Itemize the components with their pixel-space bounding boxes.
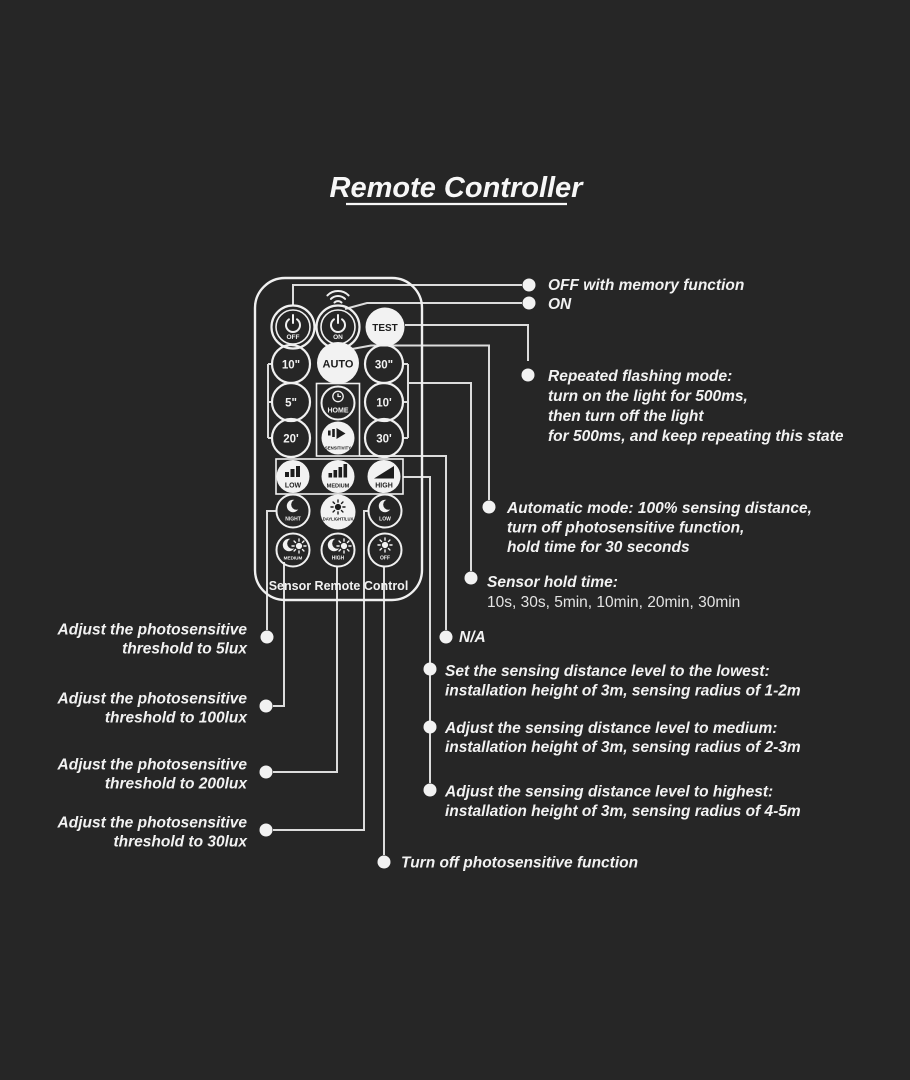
annotation-distance-high-line1: Adjust the sensing distance level to highest: <box>445 783 774 801</box>
clock-icon <box>333 391 343 401</box>
annotation-on: ON <box>548 296 572 313</box>
timer-30s-button <box>365 345 403 383</box>
sens-low-button <box>277 460 310 493</box>
annotation-distance-low-line1: Set the sensing distance level to the lowest: <box>445 663 770 680</box>
off-button-label: OFF <box>286 334 300 341</box>
annotation-flash-line4: for 500ms, and keep repeating this state <box>548 428 844 445</box>
photo-high-label: HIGH <box>331 555 345 562</box>
dot-30lux <box>260 824 273 837</box>
photo-medium-label: MEDIUM <box>283 555 303 561</box>
annotation-5lux-line1: Adjust the photosensitive <box>57 621 247 639</box>
photo-low-button <box>369 495 402 528</box>
annotation-distance-high <box>444 784 801 821</box>
photo-low-label: LOW <box>379 516 391 523</box>
annotation-100lux-line1: Adjust the photosensitive <box>57 690 247 708</box>
annotation-100lux <box>57 691 249 727</box>
remote-footer-label: Sensor Remote Control <box>268 579 409 593</box>
auto-button-label: AUTO <box>322 358 354 371</box>
sun-icon <box>378 538 392 552</box>
annotation-30lux-line1: Adjust the photosensitive <box>57 814 247 832</box>
auto-button <box>317 342 359 384</box>
annotation-na: N/A <box>459 629 486 646</box>
sun-icon <box>331 500 345 514</box>
annotation-100lux-line2: threshold to 100lux <box>104 709 247 727</box>
off-button <box>272 306 315 349</box>
sensitivity-button <box>322 422 355 455</box>
annotation-5lux-line2: threshold to 5lux <box>122 640 247 658</box>
timer-30m-label: 30' <box>376 433 392 446</box>
timer-20m-label: 20' <box>283 433 299 446</box>
dot-100lux <box>260 700 273 713</box>
moon-icon <box>379 499 394 512</box>
annotation-flash-line2: turn on the light for 500ms, <box>548 388 748 405</box>
annotation-flash-line1: Repeated flashing mode: <box>548 368 733 385</box>
dot-flash <box>522 369 535 382</box>
dot-5lux <box>261 631 274 644</box>
dot-200lux <box>260 766 273 779</box>
photo-high-button <box>322 534 355 567</box>
dot-dist-low <box>424 663 437 676</box>
timer-20m-button <box>272 419 310 457</box>
sens-high-label: HIGH <box>375 482 393 490</box>
line-on-to-on <box>345 303 522 309</box>
night-button-label: NIGHT <box>285 516 301 523</box>
line-timer-bracket-right-to-hold-time <box>403 364 471 571</box>
timer-10s-label: 10" <box>281 359 301 372</box>
dot-dist-high <box>424 784 437 797</box>
dot-dist-medium <box>424 721 437 734</box>
dot-automatic <box>483 501 496 514</box>
dot-on <box>523 297 536 310</box>
annotation-distance-low <box>445 663 801 700</box>
sens-high-button <box>368 460 401 493</box>
timer-10s-button <box>272 345 310 383</box>
power-icon <box>286 315 300 332</box>
remote-body <box>255 278 422 600</box>
home-button-label: HOME <box>327 407 349 415</box>
sun-icon <box>337 539 351 553</box>
timer-10m-label: 10' <box>376 397 392 410</box>
annotation-200lux <box>57 757 249 793</box>
annotation-photo-off: Turn off photosensitive function <box>401 854 639 872</box>
line-night-to-5lux <box>267 511 277 630</box>
annotation-off-memory: OFF with memory function <box>548 277 745 294</box>
on-button-label: ON <box>333 334 343 341</box>
annotation-distance-high-line2: installation height of 3m, sensing radius of 4-5m <box>445 803 801 820</box>
annotation-distance-medium-line1: Adjust the sensing distance level to medium: <box>445 720 778 737</box>
timer-5s-label: 5" <box>285 397 297 410</box>
annotation-200lux-line2: threshold to 200lux <box>104 775 247 793</box>
dot-off-memory <box>523 279 536 292</box>
timer-30m-button <box>365 419 403 457</box>
sun-icon <box>292 539 306 553</box>
annotation-hold-time-title: Sensor hold time: <box>487 574 618 591</box>
photo-off-button <box>369 534 402 567</box>
test-button <box>366 308 405 347</box>
annotation-30lux <box>57 815 249 851</box>
left-annotations <box>57 622 249 851</box>
photo-off-button-label: OFF <box>380 555 390 562</box>
moon-icon <box>287 499 302 512</box>
annotation-hold-time-values: 10s, 30s, 5min, 10min, 20min, 30min <box>487 594 741 611</box>
annotation-flash <box>548 368 844 445</box>
annotation-automatic-line3: hold time for 30 seconds <box>507 539 690 556</box>
wifi-icon <box>327 291 348 302</box>
daylight-lux-button <box>321 495 356 530</box>
annotation-flash-line3: then turn off the light <box>548 408 704 425</box>
annotation-5lux <box>57 622 249 658</box>
dot-photo-off <box>378 856 391 869</box>
sens-medium-button <box>322 460 355 493</box>
sensitivity-button-label: SENSITIVITY <box>324 445 352 451</box>
timer-10m-button <box>365 383 403 421</box>
annotation-distance-medium <box>444 720 801 756</box>
annotation-distance-low-line2: installation height of 3m, sensing radius of 1-2m <box>445 682 801 700</box>
connector-lines <box>267 285 528 855</box>
annotation-200lux-line1: Adjust the photosensitive <box>57 756 247 774</box>
page-title: Remote Controller <box>329 172 583 204</box>
annotation-automatic <box>506 500 812 556</box>
dot-hold-time <box>465 572 478 585</box>
annotation-automatic-line2: turn off photosensitive function, <box>507 519 745 537</box>
sens-low-label: LOW <box>284 482 302 490</box>
photo-medium-button <box>277 534 310 567</box>
annotation-hold-time <box>487 574 740 611</box>
dot-na <box>440 631 453 644</box>
test-button-label: TEST <box>372 323 398 334</box>
line-sensitivity-group-to-distance-notes <box>403 477 430 783</box>
sens-medium-label: MEDIUM <box>326 483 350 490</box>
timer-30s-label: 30" <box>374 359 394 372</box>
daylight-lux-label: DAYLIGHT/LUX <box>322 516 354 522</box>
home-button <box>322 387 355 420</box>
line-high-to-200lux <box>273 566 337 772</box>
line-test-to-flash <box>405 325 528 361</box>
annotation-30lux-line2: threshold to 30lux <box>113 833 247 851</box>
annotation-distance-medium-line2: installation height of 3m, sensing radius of 2-3m <box>445 739 801 756</box>
night-button <box>277 495 310 528</box>
power-icon <box>331 315 345 332</box>
timer-5s-button <box>272 383 310 421</box>
annotation-automatic-line1: Automatic mode: 100% sensing distance, <box>507 500 812 517</box>
